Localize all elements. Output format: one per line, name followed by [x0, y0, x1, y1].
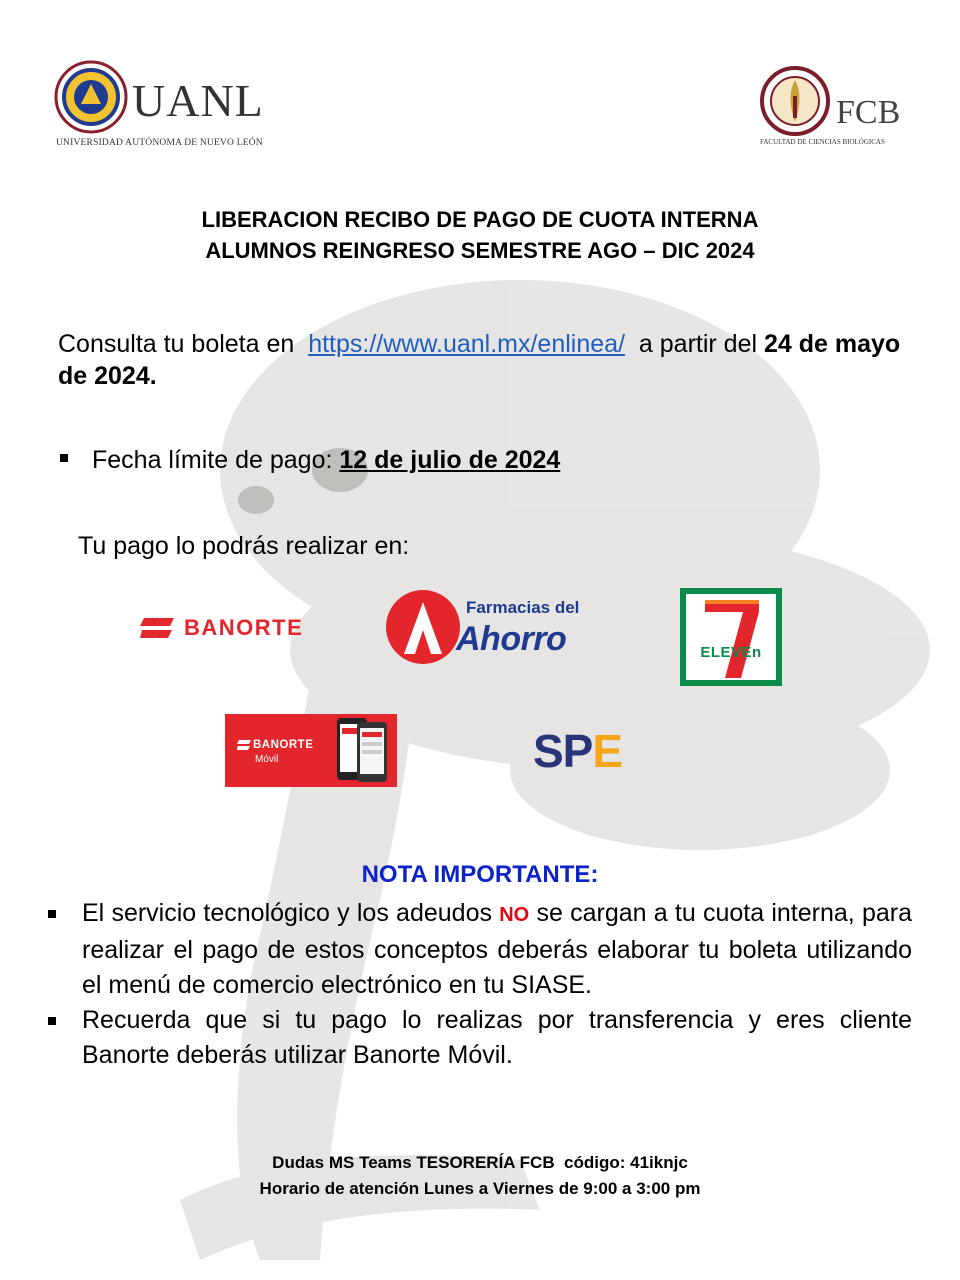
consulta-prefix: Consulta tu boleta en	[58, 330, 295, 358]
nota-heading	[0, 860, 960, 890]
seven-eleven-word: ELEVEn	[700, 644, 762, 661]
ahorro-a-icon	[384, 588, 462, 666]
nota-colon: :	[590, 861, 599, 888]
banorte-movil-line-2: Móvil	[255, 754, 279, 765]
bullet-icon	[48, 910, 56, 918]
ahorro-line-2: Ahorro	[456, 620, 567, 658]
bullet-icon	[60, 454, 68, 462]
seven-eleven-logo	[680, 588, 782, 686]
uanl-logo	[54, 60, 284, 155]
nota-p2: Recuerda que si tu pago lo realizas por transferencia y eres cliente Banorte deberás utilizar Banorte Móvil.	[82, 1006, 912, 1069]
bullet-icon	[48, 1017, 56, 1025]
banorte-movil-mark-icon	[237, 740, 251, 750]
nota-points	[46, 896, 912, 1073]
fcb-logo	[760, 66, 920, 156]
nota-p1-a: El servicio tecnológico y los adeudos	[82, 899, 492, 927]
ahorro-line-1: Farmacias del	[466, 598, 580, 617]
fecha-limite	[60, 444, 560, 476]
fecha-value: 12 de julio de 2024	[339, 446, 561, 474]
title-line-2: ALUMNOS REINGRESO SEMESTRE AGO – DIC 2024	[205, 238, 755, 263]
phone-icon	[335, 716, 391, 784]
contact-line-1: Dudas MS Teams TESORERÍA FCB código: 41iknjc	[272, 1153, 688, 1172]
spei-text-a: SP	[533, 725, 593, 777]
page-title	[60, 204, 900, 266]
enlinea-link[interactable]: https://www.uanl.mx/enlinea/	[308, 330, 626, 358]
uanl-seal-icon	[54, 60, 128, 134]
nota-p1-b: se cargan a tu cuota interna, para realizar el pago de estos conceptos deberás elaborar tu boleta utilizando el menú de comercio electrónico en tu SIASE.	[82, 899, 913, 999]
fecha-label: Fecha límite de pago:	[92, 446, 333, 474]
banorte-mark-icon	[140, 616, 176, 640]
consulta-middle: a partir del	[638, 330, 758, 358]
farmacias-ahorro-logo	[384, 588, 580, 666]
banorte-movil-logo	[225, 714, 397, 787]
title-line-1: LIBERACION RECIBO DE PAGO DE CUOTA INTERNA	[201, 207, 759, 232]
nota-title: NOTA IMPORTANTE	[361, 861, 591, 888]
uanl-wordmark: UANL	[132, 75, 264, 126]
spei-logo	[531, 722, 661, 778]
banorte-label: BANORTE	[184, 615, 304, 640]
spei-text-b: E	[592, 725, 623, 777]
nota-point-2	[46, 1003, 912, 1073]
banorte-logo	[140, 612, 330, 644]
nota-point-1	[46, 896, 912, 1003]
seven-icon	[701, 598, 761, 680]
consulta-date: 24 de mayo de 2024.	[58, 330, 901, 390]
seven-eleven-panel	[686, 594, 776, 680]
fcb-seal-icon	[760, 66, 830, 136]
contact-info	[0, 1150, 960, 1202]
fcb-subtitle: FACULTAD DE CIENCIAS BIOLÓGICAS	[760, 138, 885, 146]
nota-p1-no: NO	[499, 904, 530, 926]
uanl-subtitle: UNIVERSIDAD AUTÓNOMA DE NUEVO LEÓN	[56, 138, 263, 148]
banorte-movil-line-1: BANORTE	[253, 739, 314, 751]
consulta-paragraph	[58, 328, 912, 392]
contact-line-2: Horario de atención Lunes a Viernes de 9:00 a 3:00 pm	[259, 1179, 701, 1198]
fcb-wordmark: FCB	[836, 94, 901, 131]
pago-label: Tu pago lo podrás realizar en:	[78, 532, 410, 560]
